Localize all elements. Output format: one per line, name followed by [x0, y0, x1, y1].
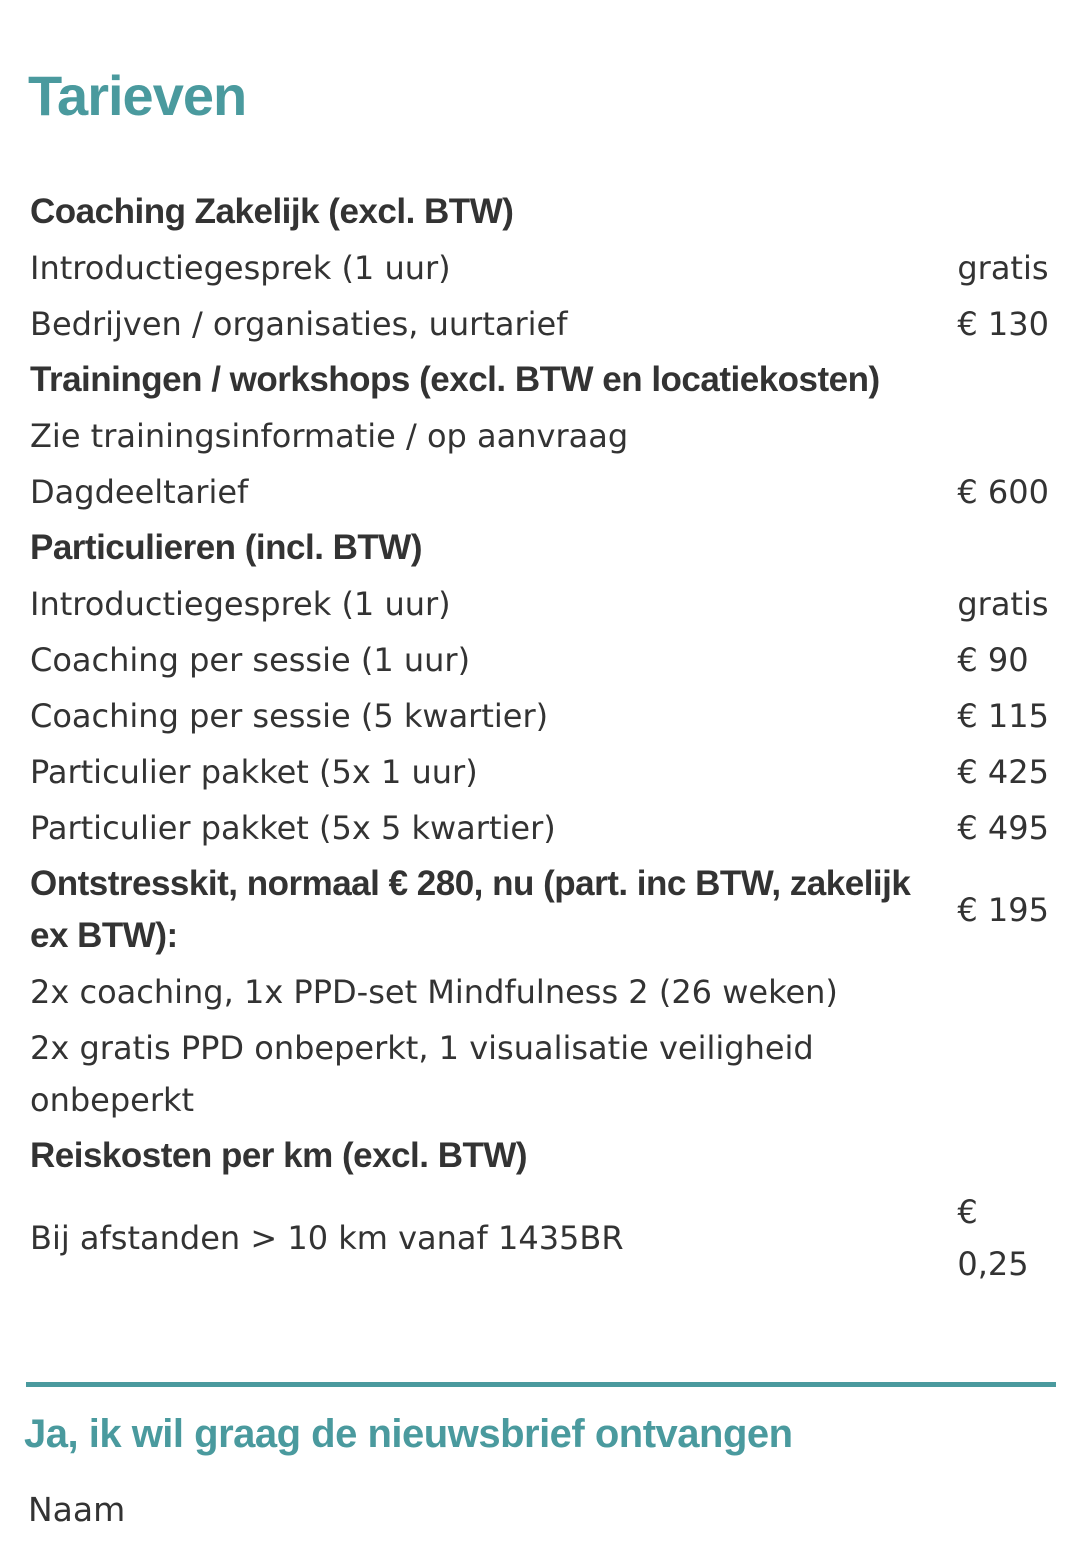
price-table [28, 184, 1052, 1292]
price-row-label: Particulier pakket (5x 1 uur) [30, 753, 478, 791]
page-title: Tarieven [28, 64, 247, 127]
section-heading-price: € 195 [957, 891, 1049, 929]
price-row [28, 408, 1052, 464]
price-row-label: Particulier pakket (5x 5 kwartier) [30, 809, 556, 847]
section-heading: Coaching Zakelijk (excl. BTW) [30, 192, 514, 231]
section-heading-row [28, 856, 1052, 964]
price-row-label: 2x coaching, 1x PPD-set Mindfulness 2 (26 weken) [30, 973, 838, 1011]
price-row-value: gratis [957, 585, 1049, 623]
name-field-label: Naam [28, 1490, 126, 1529]
price-row [28, 296, 1052, 352]
section-heading: Trainingen / workshops (excl. BTW en locatiekosten) [30, 360, 880, 399]
price-row-value: € 600 [957, 473, 1049, 511]
section-heading-row [28, 520, 1052, 576]
price-row-label: Dagdeeltarief [30, 473, 249, 511]
price-row-value [955, 408, 1052, 464]
price-row-value: gratis [957, 249, 1049, 287]
price-row-label: Coaching per sessie (5 kwartier) [30, 697, 549, 735]
section-heading: Reiskosten per km (excl. BTW) [30, 1136, 528, 1175]
price-row-value: € 0,25 [957, 1193, 1029, 1283]
price-row-label: Bedrijven / organisaties, uurtarief [30, 305, 568, 343]
price-row-label: 2x gratis PPD onbeperkt, 1 visualisatie veiligheid onbeperkt [30, 1029, 814, 1119]
price-row [28, 576, 1052, 632]
price-row-value: € 425 [957, 753, 1049, 791]
price-row-label: Coaching per sessie (1 uur) [30, 641, 471, 679]
price-row-value: € 495 [957, 809, 1049, 847]
price-row-value [955, 1020, 1052, 1128]
price-row [28, 1184, 1052, 1292]
price-row-value [955, 964, 1052, 1020]
price-row [28, 632, 1052, 688]
price-row [28, 964, 1052, 1020]
price-row-value: € 90 [957, 641, 1029, 679]
section-heading-row [28, 1128, 1052, 1184]
price-row [28, 1020, 1052, 1128]
price-row [28, 240, 1052, 296]
section-heading-row [28, 184, 1052, 240]
section-heading: Particulieren (incl. BTW) [30, 528, 422, 567]
section-divider [26, 1382, 1056, 1387]
section-heading: Ontstresskit, normaal € 280, nu (part. inc BTW, zakelijk ex BTW): [30, 864, 911, 955]
newsletter-title: Ja, ik wil graag de nieuwsbrief ontvangen [24, 1412, 793, 1456]
section-heading-row [28, 352, 1052, 408]
price-row-value: € 130 [957, 305, 1049, 343]
price-row-label: Introductiegesprek (1 uur) [30, 249, 451, 287]
price-row [28, 800, 1052, 856]
price-row [28, 744, 1052, 800]
price-row [28, 464, 1052, 520]
price-row-label: Introductiegesprek (1 uur) [30, 585, 451, 623]
price-row-label: Bij afstanden > 10 km vanaf 1435BR [30, 1219, 624, 1257]
price-row-value: € 115 [957, 697, 1049, 735]
price-row-label: Zie trainingsinformatie / op aanvraag [30, 417, 629, 455]
price-row [28, 688, 1052, 744]
